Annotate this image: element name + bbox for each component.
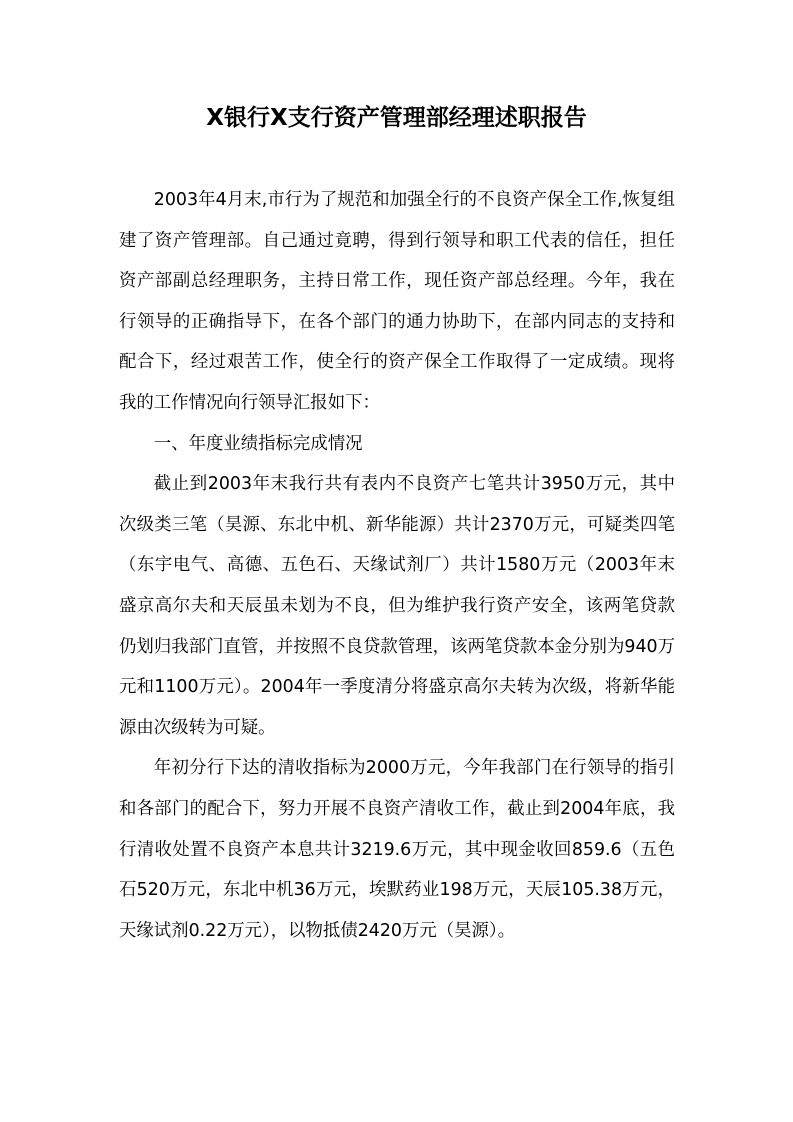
section-heading: 一、年度业绩指标完成情况 <box>153 433 363 454</box>
document-title: X银行X支行资产管理部经理述职报告 <box>206 105 587 131</box>
paragraph-intro: 2003年4月末,市行为了规范和加强全行的不良资产保全工作,恢复组建了资产管理部。自己通过竟聘，得到行领导和职工代表的信任，担任资产部副总经理职务，主持日常工作，现任资产部总经理。今年，我在行领导的正确指导下，在各个部门的通力协助下，在部内同志的支持和配合下，经过艰苦工作，使全行的资产保全工作取得了一定成绩。现将我的工作情况向行领导汇报如下： <box>119 190 675 413</box>
paragraph-recovery: 年初分行下达的清收指标为2000万元，今年我部门在行领导的指引和各部门的配合下，努力开展不良资产清收工作，截止到2004年底，我行清收处置不良资产本息共计3219.6万元，其中现金收回859.6（五色石520万元，东北中机36万元，埃默药业198万元，天辰105.38万元，天缘试剂0.22万元），以物抵债2420万元（昊源）。 <box>119 758 675 941</box>
paragraph-assets: 截止到2003年末我行共有表内不良资产七笔共计3950万元，其中次级类三笔（昊源、东北中机、新华能源）共计2370万元，可疑类四笔（东宇电气、高德、五色石、天缘试剂厂）共计1580万元（2003年末盛京高尔夫和天辰虽未划为不良，但为维护我行资产安全，该两笔贷款仍划归我部门直管，并按照不良贷款管理，该两笔贷款本金分别为940万元和1100万元）。2004年一季度清分将盛京高尔夫转为次级，将新华能源由次级转为可疑。 <box>119 474 675 738</box>
document-body <box>119 180 675 951</box>
